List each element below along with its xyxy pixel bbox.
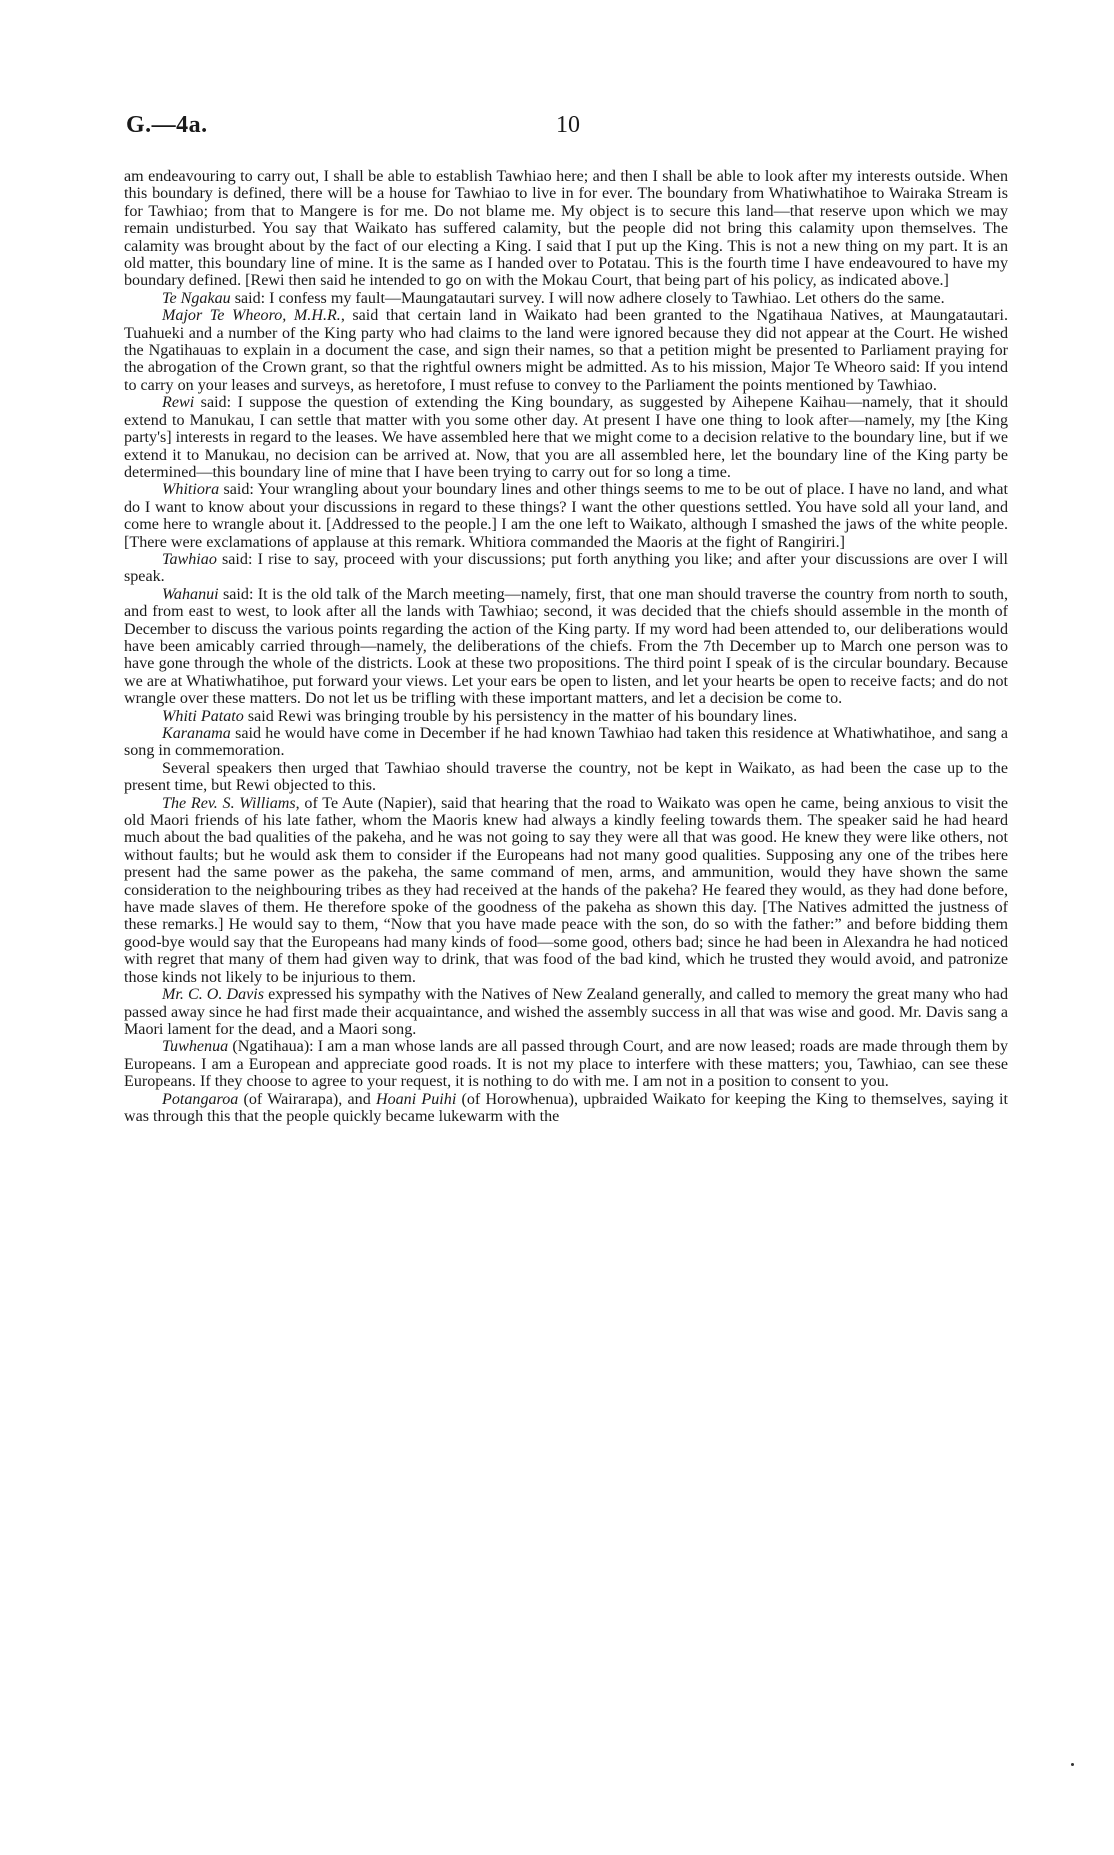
paragraph-text: said: I rise to say, proceed with your discussions; put forth anything you like; and after your discussions are over I will speak. [124,550,1008,586]
paragraph [124,586,1008,708]
speaker-name: Te Ngakau [162,289,231,307]
paragraph-text: Several speakers then urged that Tawhiao should traverse the country, not be kept in Waikato, as had been the case up to the present time, but Rewi objected to this. [124,759,1008,795]
speaker-name: Hoani Puihi [375,1090,457,1108]
paragraph-text: (of Wairarapa), and [238,1090,376,1108]
speaker-name: The Rev. S. Williams [162,794,296,812]
paragraph-text: said he would have come in December if he had known Tawhiao had taken this residence at Whatiwhatihoe, and sang a song in commemoration. [124,725,1008,760]
paragraph-text: , said that certain land in Waikato had been granted to the Ngatihaua Natives, at Maungatautari. Tuahueki and a number of the King party who had claims to the land were ignored because they did not appear at the Court. He wished the Ngatihauas to explain in a document the case, and sign their names, so that a petition might be presented to Parliament praying for the abrogation of the Crown grant, so that the rightful owners might be admitted. As to his mission, Major Te Wheoro said: If you intend to carry on your leases and surveys, as heretofore, I must refuse to convey to the Parliament the points mentioned by Tawhiao. [124,307,1008,394]
speaker-name: Tuwhenua [162,1038,229,1056]
paragraph [124,986,1008,1038]
paragraph-text: (Ngatihaua): I am a man whose lands are all passed through Court, and are now leased; roads are made through them by Europeans. I am a European and appreciate good roads. It is not my place to interfere with these matters; you, Tawhiao, can see these Europeans. If they choose to agree to your request, it is nothing to do with me. I am not in a position to consent to you. [124,1038,1008,1091]
speaker-name: Wahanui [162,585,219,603]
paragraph-text: said: Your wrangling about your boundary lines and other things seems to me to be out of place. I have no land, and what do I want to know about your discussions in regard to these things? I want the other questions settled. You have sold all your land, and come here to wrangle about it. [Addressed to the people.] I am the one left to Waikato, although I smashed the jaws of the white people. [There were exclamations of applause at this remark. Whitiora commanded the Maoris at the fight of Rangiriri.] [124,481,1008,551]
paragraph-text: said: It is the old talk of the March meeting—namely, first, that one man should traverse the country from north to south, and from east to west, to look after all the lands with Tawhiao; second, it was decided that the chiefs should assemble in the month of December to discuss the various points regarding the action of the King party. If my word had been attended to, our deliberations would have been amicably carried through—namely, the deliberations of the chiefs. From the 7th December up to March one person was to have gone through the whole of the districts. Look at these two propositions. The third point I speak of is the circular boundary. Because we are at Whatiwhatihoe, put forward your views. Let your ears be open to listen, and let your hearts be open to receive facts; and do not wrangle over these matters. Do not let us be trifling with these important matters, and let a decision be come to. [124,585,1008,708]
paragraph-text: am endeavouring to carry out, I shall be able to establish Tawhiao here; and then I shall be able to look after my interests outside. When this boundary is defined, there will be a house for Tawhiao to live in for ever. The boundary from Whatiwhatihoe to Wairaka Stream is for Tawhiao; from that to Mangere is for me. Do not blame me. My object is to secure this land—that reserve upon which we may remain undisturbed. You say that Waikato has suffered calamity, but the people did not bring this calamity upon themselves. The calamity was brought about by the fact of our electing a King. I said that I put up the King. This is not a new thing on my part. It is an old matter, this boundary line of mine. It is the same as I handed over to Potatau. This is the fourth time I have endeavoured to have my boundary defined. [Rewi then said he intended to go on with the Mokau Court, that being part of his policy, as indicated above.] [124,168,1008,290]
paragraph [124,168,1008,290]
document-reference: G.—4a. [126,112,208,138]
paragraph-text: expressed his sympathy with the Natives of New Zealand generally, and called to memory the great many who had passed away since he had first made their acquaintance, and wished the assembly success in all that was wise and good. Mr. Davis sang a Maori lament for the dead, and a Maori song. [124,986,1008,1038]
paragraph [124,760,1008,795]
paragraph [124,551,1008,586]
paragraph [124,725,1008,760]
speaker-name: Rewi [162,394,195,412]
speaker-name: Major Te Wheoro, M.H.R. [162,307,341,325]
paragraph-text: (of Horowhenua), upbraided Waikato for keeping the King to themselves, saying it was through this that the people quickly became lukewarm with the [124,1090,1009,1125]
paragraph [124,708,1008,725]
speaker-name: Tawhiao [162,550,217,568]
paragraph [124,795,1008,986]
paragraph [124,1038,1008,1090]
page-header [126,112,1006,142]
speaker-name: Potangaroa [162,1090,239,1108]
body-text [124,168,1008,1125]
paragraph [124,290,1008,307]
speaker-name: Karanama [162,725,231,742]
scan-speck [1071,1763,1074,1766]
paragraph-text: , of Te Aute (Napier), said that hearing that the road to Waikato was open he came, being anxious to visit the old Maori friends of his late father, whom the Maoris knew had always a kindly feeling towards them. The speaker said he had heard much about the bad qualities of the pakeha, and he was not going to say they were all that was good. He knew they were like others, not without faults; but he would ask them to consider if the Europeans had not many good qualities. Supposing any one of the tribes here present had the same power as the pakeha, the same command of men, arms, and ammunition, would they have shown the same consideration to the neighbouring tribes as they had received at the hands of the pakeha? He feared they would, as they had done before, have made slaves of them. He therefore spoke of the goodness of the pakeha as shown this day. [The Natives admitted the justness of these remarks.] He would say to them, “Now that you have made peace with the son, do so with the father:” and before bidding them good-bye would say that the Europeans had many kinds of food—some good, others bad; since he had been in Alexandra he had noticed with regret that many of them had given way to drink, that was food of the bad kind, which he trusted they would avoid, and patronize those kinds not likely to be injurious to them. [124,794,1009,986]
speaker-name: Whitiora [162,481,220,499]
paragraph [124,1091,1008,1126]
page-number: 10 [556,112,580,138]
paragraph-text: said: I confess my fault—Maungatautari survey. I will now adhere closely to Tawhiao. Let others do the same. [230,289,945,307]
speaker-name: Whiti Patato [162,707,244,725]
paragraph-text: said Rewi was bringing trouble by his persistency in the matter of his boundary lines. [243,707,798,725]
paragraph-text: said: I suppose the question of extending the King boundary, as suggested by Aihepene Kaihau—namely, that it should extend to Manukau, I can settle that matter with you some other day. At present I have one thing to look after—namely, my [the King party's] interests in regard to the leases. We have assembled here that we might come to a decision relative to the boundary line, but if we extend it to Manukau, no decision can be arrived at. Now, that you are all assembled here, let the boundary line of the King party be determined—this boundary line of mine that I have been trying to carry out for so long a time. [124,394,1008,481]
paragraph [124,394,1008,481]
paragraph [124,307,1008,394]
paragraph [124,481,1008,551]
speaker-name: Mr. C. O. Davis [162,986,265,1004]
